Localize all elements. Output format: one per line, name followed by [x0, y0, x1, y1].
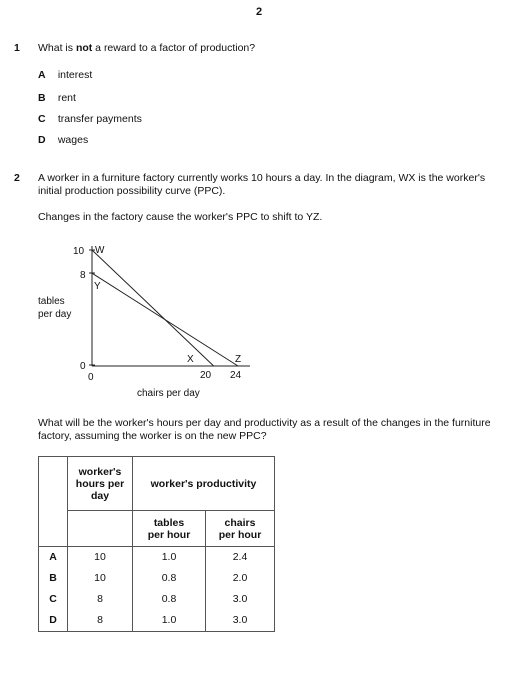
answer-option-b[interactable]: B	[49, 572, 57, 584]
answer-option-a[interactable]: A	[49, 551, 57, 563]
subheader-chairs-line-2: per hour	[218, 528, 262, 541]
answer-table	[38, 456, 275, 632]
x-tick-24: 24	[230, 370, 242, 381]
ppc-line-yz	[92, 273, 238, 366]
point-label-x: X	[187, 354, 194, 365]
row-chairs	[206, 547, 275, 632]
point-label-y: Y	[94, 281, 101, 292]
option-letter: C	[38, 113, 46, 125]
point-label-w: W	[95, 245, 105, 256]
y-tick-0: 0	[80, 361, 86, 372]
row-tables	[133, 547, 206, 632]
question-1-stem-emphasis: not	[75, 42, 93, 54]
table-corner-cell	[39, 457, 68, 547]
point-label-z: Z	[235, 354, 242, 365]
option-text: rent	[57, 92, 76, 104]
ppc-line-wx	[92, 250, 214, 366]
tables-d: 1.0	[161, 614, 177, 626]
header-hours-line-1: worker's	[78, 465, 122, 478]
chairs-c: 3.0	[232, 593, 248, 605]
header-hours-line-3: day	[90, 489, 110, 502]
question-2-prompt	[38, 417, 510, 443]
row-letters	[39, 547, 68, 632]
tables-b: 0.8	[161, 572, 177, 584]
question-2-number: 2	[14, 172, 20, 184]
subheader-blank	[68, 511, 133, 547]
y-axis-label-line-2: per day	[38, 309, 72, 320]
subheader-tables-line-2: per hour	[147, 528, 191, 541]
page-number: 2	[256, 6, 263, 18]
question-2-shift-text: Changes in the factory cause the worker's PPC to shift to YZ.	[38, 211, 323, 223]
row-hours	[68, 547, 133, 632]
x-tick-20: 20	[200, 370, 212, 381]
header-hours-line-2: hours per	[75, 477, 125, 490]
subheader-chairs-line-1: chairs	[224, 516, 256, 529]
hours-c: 8	[97, 593, 103, 605]
chairs-d: 3.0	[232, 614, 248, 626]
chairs-b: 2.0	[232, 572, 248, 584]
option-text: wages	[57, 134, 89, 146]
question-1-stem-start: What is	[38, 42, 76, 54]
y-tick-8: 8	[80, 270, 86, 281]
answer-option-d[interactable]: D	[49, 614, 57, 626]
chairs-a: 2.4	[232, 551, 248, 563]
hours-b: 10	[94, 572, 106, 584]
question-1-stem-end: a reward to a factor of production?	[92, 42, 256, 54]
option-letter: D	[38, 134, 46, 146]
table-header-row	[39, 457, 275, 511]
x-tick-0: 0	[88, 372, 94, 383]
hours-a: 10	[94, 551, 106, 563]
header-hours	[68, 457, 133, 511]
option-letter: A	[38, 69, 46, 81]
question-2-stem-line-1: A worker in a furniture factory currently works 10 hours a day. In the diagram, WX is the worker's	[38, 172, 486, 184]
y-axis-label-line-1: tables	[38, 296, 65, 307]
hours-d: 8	[97, 614, 103, 626]
option-letter: B	[38, 92, 46, 104]
header-productivity: worker's productivity	[133, 457, 275, 511]
question-1-number: 1	[14, 42, 20, 54]
subheader-tables-line-1: tables	[153, 516, 185, 529]
answer-option-c[interactable]: C	[49, 593, 57, 605]
option-text: transfer payments	[57, 113, 142, 125]
option-text: interest	[57, 69, 93, 81]
subheader-chairs	[206, 511, 275, 547]
question-2-prompt-line-2: factory, assuming the worker is on the new PPC?	[38, 430, 267, 442]
question-2-stem-line-2: initial production possibility curve (PPC).	[38, 185, 226, 197]
table-body-row	[39, 547, 275, 632]
x-axis-label: chairs per day	[137, 388, 200, 399]
question-2-prompt-line-1: What will be the worker's hours per day and productivity as a result of the changes in the furniture	[38, 417, 491, 429]
tables-a: 1.0	[161, 551, 177, 563]
tables-c: 0.8	[161, 593, 177, 605]
subheader-tables	[133, 511, 206, 547]
y-tick-10: 10	[73, 246, 85, 257]
table-subheader-row	[39, 511, 275, 547]
